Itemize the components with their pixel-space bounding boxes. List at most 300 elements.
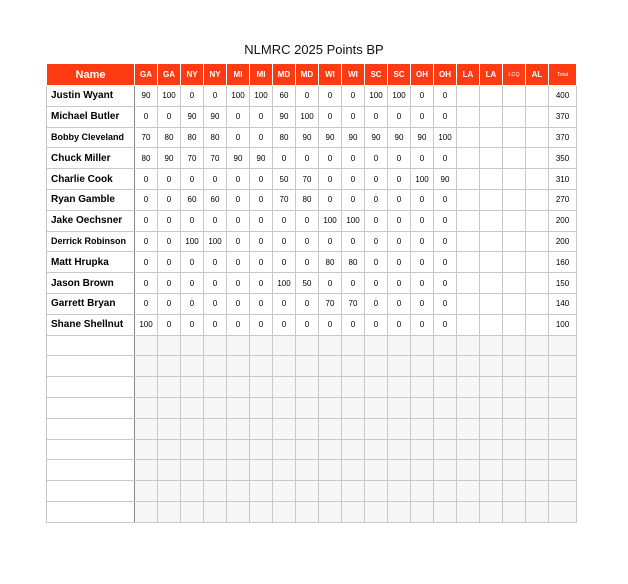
empty-cell (480, 460, 503, 481)
score-cell: 100 (204, 231, 227, 252)
empty-cell (227, 481, 250, 502)
empty-cell (549, 439, 577, 460)
score-cell: 80 (342, 252, 365, 273)
score-cell (480, 169, 503, 190)
empty-cell (181, 377, 204, 398)
empty-cell (411, 377, 434, 398)
empty-cell (158, 356, 181, 377)
empty-cell (434, 439, 457, 460)
score-cell: 60 (181, 189, 204, 210)
empty-cell (135, 397, 158, 418)
header-event: GA (158, 64, 181, 86)
score-cell (526, 293, 549, 314)
score-cell: 0 (227, 273, 250, 294)
score-cell (480, 252, 503, 273)
empty-cell (250, 501, 273, 522)
score-cell (526, 169, 549, 190)
score-cell: 0 (204, 169, 227, 190)
score-cell: 0 (181, 293, 204, 314)
score-cell: 0 (434, 148, 457, 169)
empty-cell (319, 418, 342, 439)
empty-cell (503, 356, 526, 377)
score-cell (457, 169, 480, 190)
empty-cell (181, 481, 204, 502)
score-cell (526, 189, 549, 210)
header-event: WI (342, 64, 365, 86)
score-cell: 0 (434, 314, 457, 335)
score-cell: 0 (181, 86, 204, 107)
empty-cell (319, 501, 342, 522)
empty-cell (250, 418, 273, 439)
empty-cell (457, 377, 480, 398)
score-cell: 100 (273, 273, 296, 294)
empty-cell (434, 460, 457, 481)
score-cell: 0 (342, 106, 365, 127)
score-cell: 0 (250, 189, 273, 210)
empty-cell (480, 335, 503, 356)
header-event: SC (388, 64, 411, 86)
score-cell (457, 210, 480, 231)
score-cell: 0 (411, 231, 434, 252)
score-cell (526, 252, 549, 273)
score-cell: 0 (296, 314, 319, 335)
empty-cell (434, 335, 457, 356)
score-cell: 0 (365, 106, 388, 127)
empty-cell (47, 418, 135, 439)
score-cell: 0 (204, 273, 227, 294)
empty-row (47, 501, 577, 522)
empty-cell (181, 501, 204, 522)
empty-cell (503, 377, 526, 398)
total-cell: 270 (549, 189, 577, 210)
empty-cell (135, 335, 158, 356)
empty-cell (204, 418, 227, 439)
empty-cell (503, 501, 526, 522)
empty-cell (158, 481, 181, 502)
score-cell: 80 (181, 127, 204, 148)
header-event: MI (250, 64, 273, 86)
empty-cell (273, 335, 296, 356)
score-cell: 0 (365, 314, 388, 335)
header-event: NY (181, 64, 204, 86)
score-cell: 0 (411, 86, 434, 107)
empty-cell (227, 460, 250, 481)
score-cell (526, 106, 549, 127)
score-cell: 90 (319, 127, 342, 148)
score-cell: 0 (158, 210, 181, 231)
empty-cell (365, 377, 388, 398)
score-cell: 0 (296, 86, 319, 107)
empty-cell (526, 501, 549, 522)
score-cell: 90 (135, 86, 158, 107)
score-cell: 0 (342, 189, 365, 210)
score-cell (457, 252, 480, 273)
score-cell: 0 (181, 169, 204, 190)
empty-cell (47, 397, 135, 418)
empty-cell (250, 397, 273, 418)
score-cell: 0 (204, 210, 227, 231)
table-row (47, 314, 577, 335)
total-cell: 200 (549, 210, 577, 231)
empty-cell (457, 481, 480, 502)
rider-name: Garrett Bryan (47, 293, 135, 314)
empty-cell (319, 356, 342, 377)
score-cell: 0 (273, 293, 296, 314)
empty-cell (434, 377, 457, 398)
score-cell: 90 (411, 127, 434, 148)
score-cell: 0 (181, 210, 204, 231)
score-cell: 0 (250, 273, 273, 294)
empty-cell (273, 397, 296, 418)
empty-cell (342, 418, 365, 439)
score-cell (503, 106, 526, 127)
empty-cell (411, 418, 434, 439)
empty-cell (365, 481, 388, 502)
empty-cell (365, 418, 388, 439)
score-cell (526, 127, 549, 148)
total-cell: 400 (549, 86, 577, 107)
header-event: MD (273, 64, 296, 86)
score-cell: 0 (158, 273, 181, 294)
empty-row (47, 439, 577, 460)
empty-cell (47, 439, 135, 460)
empty-cell (204, 501, 227, 522)
score-cell (503, 127, 526, 148)
total-cell: 150 (549, 273, 577, 294)
score-cell: 80 (273, 127, 296, 148)
empty-cell (342, 356, 365, 377)
empty-cell (158, 460, 181, 481)
score-cell: 90 (250, 148, 273, 169)
score-cell: 0 (342, 86, 365, 107)
score-cell: 0 (158, 169, 181, 190)
empty-cell (181, 397, 204, 418)
score-cell: 0 (204, 293, 227, 314)
score-cell: 70 (319, 293, 342, 314)
empty-cell (204, 397, 227, 418)
score-cell (480, 231, 503, 252)
empty-cell (503, 439, 526, 460)
empty-cell (227, 377, 250, 398)
empty-cell (434, 397, 457, 418)
empty-cell (227, 439, 250, 460)
empty-cell (549, 377, 577, 398)
score-cell (503, 148, 526, 169)
empty-cell (273, 356, 296, 377)
score-cell: 0 (273, 148, 296, 169)
empty-cell (457, 418, 480, 439)
empty-cell (135, 356, 158, 377)
score-cell: 0 (365, 169, 388, 190)
score-cell (457, 148, 480, 169)
score-cell (457, 127, 480, 148)
score-cell: 0 (296, 210, 319, 231)
score-cell: 100 (250, 86, 273, 107)
empty-cell (526, 460, 549, 481)
score-cell: 70 (204, 148, 227, 169)
header-event: OH (434, 64, 457, 86)
score-cell: 0 (411, 293, 434, 314)
empty-cell (365, 335, 388, 356)
score-cell (457, 231, 480, 252)
score-cell (457, 189, 480, 210)
score-cell (457, 293, 480, 314)
empty-cell (227, 356, 250, 377)
empty-cell (480, 439, 503, 460)
empty-cell (434, 356, 457, 377)
score-cell: 0 (388, 169, 411, 190)
score-cell: 70 (273, 189, 296, 210)
empty-cell (549, 481, 577, 502)
score-cell: 0 (388, 273, 411, 294)
total-cell: 160 (549, 252, 577, 273)
empty-cell (158, 501, 181, 522)
empty-cell (411, 335, 434, 356)
empty-cell (47, 356, 135, 377)
score-cell: 0 (250, 314, 273, 335)
score-cell: 100 (365, 86, 388, 107)
header-event: LA (480, 64, 503, 86)
score-cell: 80 (158, 127, 181, 148)
table-row (47, 273, 577, 294)
score-cell: 60 (204, 189, 227, 210)
score-cell: 0 (411, 252, 434, 273)
empty-cell (411, 501, 434, 522)
empty-cell (204, 356, 227, 377)
empty-cell (526, 397, 549, 418)
empty-cell (549, 356, 577, 377)
empty-cell (388, 356, 411, 377)
score-cell: 0 (227, 106, 250, 127)
score-cell: 0 (158, 293, 181, 314)
score-cell: 0 (273, 252, 296, 273)
score-cell: 0 (250, 169, 273, 190)
score-cell: 0 (273, 210, 296, 231)
empty-cell (204, 460, 227, 481)
empty-cell (296, 397, 319, 418)
empty-cell (47, 460, 135, 481)
empty-cell (319, 335, 342, 356)
score-cell: 0 (135, 106, 158, 127)
empty-cell (47, 377, 135, 398)
empty-cell (549, 418, 577, 439)
empty-cell (480, 418, 503, 439)
header-name: Name (47, 64, 135, 86)
empty-cell (342, 439, 365, 460)
empty-cell (227, 501, 250, 522)
score-cell: 0 (135, 273, 158, 294)
score-cell: 0 (342, 148, 365, 169)
header-event: LA (457, 64, 480, 86)
score-cell: 0 (342, 314, 365, 335)
empty-cell (457, 356, 480, 377)
empty-cell (158, 418, 181, 439)
table-row (47, 106, 577, 127)
rider-name: Shane Shellnut (47, 314, 135, 335)
score-cell: 0 (135, 210, 158, 231)
empty-cell (181, 356, 204, 377)
table-row (47, 169, 577, 190)
score-cell: 0 (434, 293, 457, 314)
score-cell: 0 (388, 148, 411, 169)
score-cell (503, 189, 526, 210)
empty-cell (227, 418, 250, 439)
score-cell (457, 273, 480, 294)
score-cell: 0 (319, 148, 342, 169)
score-cell: 0 (227, 231, 250, 252)
empty-cell (296, 481, 319, 502)
empty-cell (411, 439, 434, 460)
score-cell: 0 (319, 189, 342, 210)
score-cell: 90 (204, 106, 227, 127)
empty-cell (549, 501, 577, 522)
empty-cell (158, 439, 181, 460)
score-cell: 0 (296, 231, 319, 252)
score-cell (457, 314, 480, 335)
empty-cell (526, 439, 549, 460)
score-cell: 50 (273, 169, 296, 190)
empty-cell (273, 377, 296, 398)
score-cell: 0 (434, 231, 457, 252)
score-cell (503, 86, 526, 107)
empty-cell (503, 397, 526, 418)
empty-cell (273, 481, 296, 502)
score-cell: 100 (411, 169, 434, 190)
score-cell: 0 (227, 210, 250, 231)
total-cell: 370 (549, 127, 577, 148)
empty-cell (319, 481, 342, 502)
empty-cell (296, 439, 319, 460)
empty-cell (342, 460, 365, 481)
score-cell: 0 (342, 169, 365, 190)
score-cell: 100 (296, 106, 319, 127)
empty-cell (135, 377, 158, 398)
empty-cell (388, 501, 411, 522)
score-cell: 0 (204, 86, 227, 107)
score-cell: 0 (365, 273, 388, 294)
empty-cell (411, 356, 434, 377)
score-cell: 0 (204, 314, 227, 335)
empty-cell (319, 460, 342, 481)
score-cell (480, 293, 503, 314)
rider-name: Matt Hrupka (47, 252, 135, 273)
table-row (47, 252, 577, 273)
score-cell: 70 (181, 148, 204, 169)
empty-row (47, 397, 577, 418)
empty-cell (549, 397, 577, 418)
empty-cell (365, 397, 388, 418)
empty-cell (434, 481, 457, 502)
empty-cell (319, 377, 342, 398)
total-cell: 370 (549, 106, 577, 127)
score-cell: 70 (296, 169, 319, 190)
empty-cell (503, 335, 526, 356)
empty-cell (480, 377, 503, 398)
score-cell: 0 (319, 169, 342, 190)
score-cell: 90 (342, 127, 365, 148)
score-cell: 0 (411, 314, 434, 335)
score-cell: 100 (319, 210, 342, 231)
table-row (47, 86, 577, 107)
score-cell: 80 (319, 252, 342, 273)
header-total: Total (549, 64, 577, 86)
total-cell: 310 (549, 169, 577, 190)
empty-cell (480, 481, 503, 502)
score-cell: 0 (204, 252, 227, 273)
score-cell: 90 (434, 169, 457, 190)
empty-cell (480, 501, 503, 522)
empty-cell (319, 397, 342, 418)
empty-cell (135, 481, 158, 502)
score-cell (526, 86, 549, 107)
score-cell (526, 210, 549, 231)
empty-cell (204, 481, 227, 502)
rider-name: Michael Butler (47, 106, 135, 127)
empty-cell (135, 460, 158, 481)
score-cell: 0 (158, 314, 181, 335)
table-body (47, 86, 577, 523)
empty-cell (250, 460, 273, 481)
score-cell (480, 127, 503, 148)
score-cell: 0 (388, 210, 411, 231)
table-row (47, 148, 577, 169)
score-cell: 0 (158, 252, 181, 273)
empty-cell (457, 397, 480, 418)
score-cell: 90 (273, 106, 296, 127)
rider-name: Jake Oechsner (47, 210, 135, 231)
score-cell: 0 (273, 231, 296, 252)
score-cell: 0 (319, 314, 342, 335)
empty-cell (181, 439, 204, 460)
empty-cell (388, 397, 411, 418)
empty-cell (158, 397, 181, 418)
empty-cell (411, 460, 434, 481)
header-event: AL (526, 64, 549, 86)
score-cell: 100 (158, 86, 181, 107)
empty-cell (204, 377, 227, 398)
empty-cell (135, 501, 158, 522)
score-cell: 0 (365, 189, 388, 210)
header-event: OH (411, 64, 434, 86)
empty-cell (158, 377, 181, 398)
points-table (46, 63, 577, 523)
score-cell: 0 (342, 273, 365, 294)
empty-row (47, 460, 577, 481)
score-cell (503, 293, 526, 314)
empty-cell (342, 397, 365, 418)
rider-name: Jason Brown (47, 273, 135, 294)
empty-cell (181, 418, 204, 439)
score-cell: 0 (434, 273, 457, 294)
empty-cell (204, 335, 227, 356)
page-title: NLMRC 2025 Points BP (244, 42, 384, 57)
empty-cell (342, 501, 365, 522)
empty-cell (273, 439, 296, 460)
score-cell: 90 (296, 127, 319, 148)
score-cell: 0 (135, 169, 158, 190)
rider-name: Charlie Cook (47, 169, 135, 190)
score-cell: 0 (434, 106, 457, 127)
score-cell: 0 (365, 210, 388, 231)
score-cell (480, 189, 503, 210)
empty-cell (526, 335, 549, 356)
empty-cell (250, 481, 273, 502)
score-cell (526, 273, 549, 294)
score-cell: 0 (411, 106, 434, 127)
score-cell: 0 (250, 127, 273, 148)
empty-cell (388, 460, 411, 481)
score-cell: 0 (227, 252, 250, 273)
